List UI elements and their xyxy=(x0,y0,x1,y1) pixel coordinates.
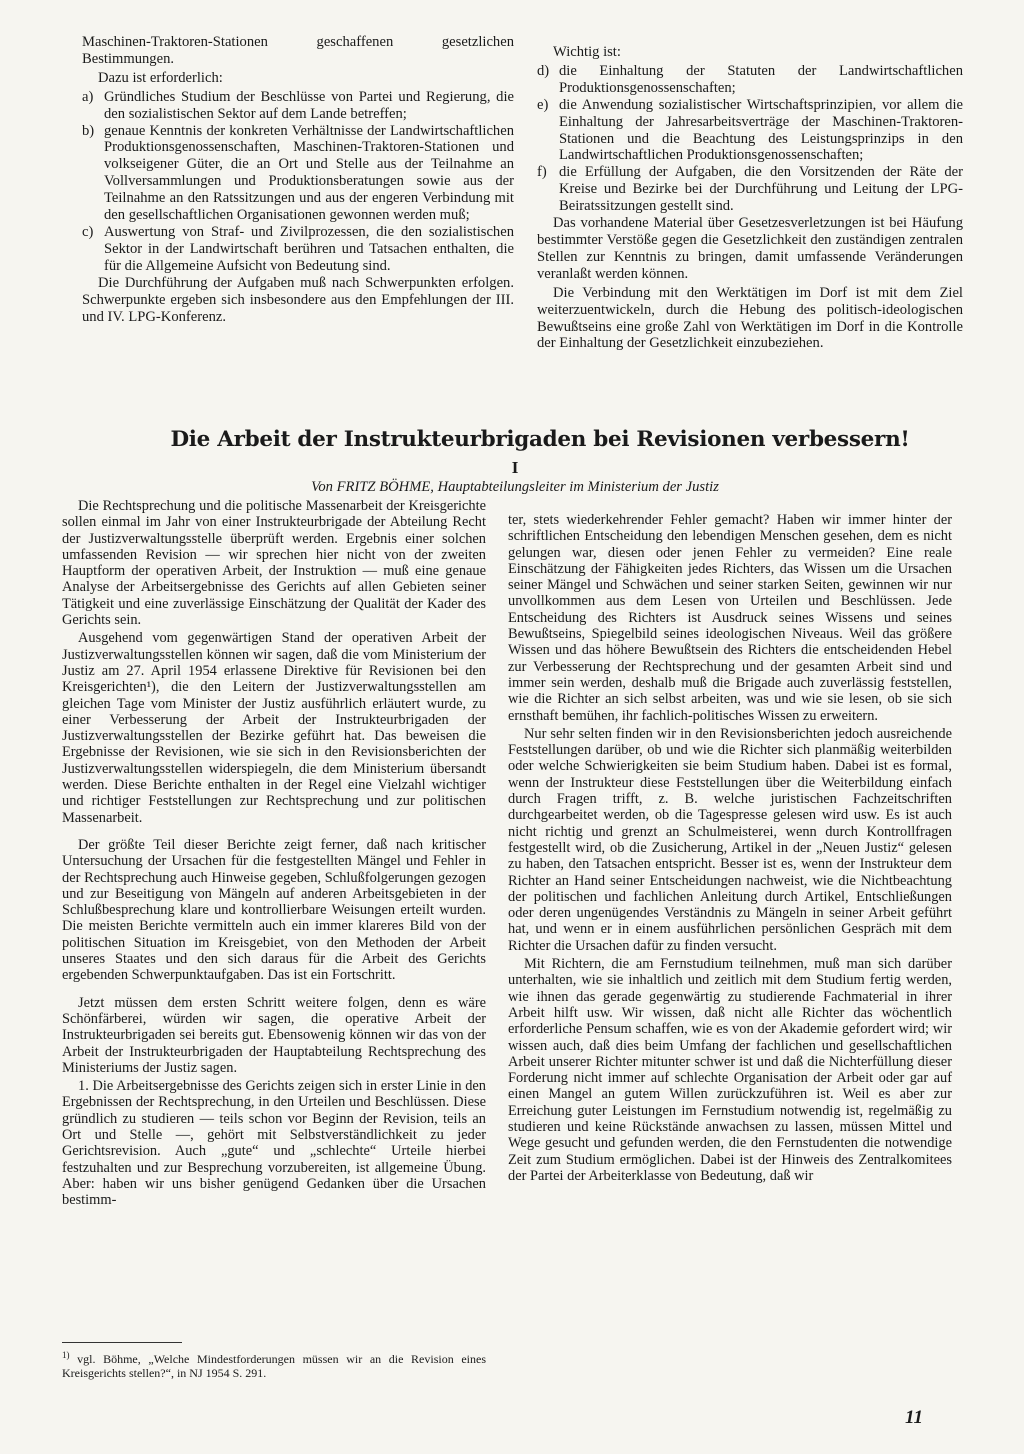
paragraph: ter, stets wiederkehrender Fehler gemacht? Haben wir immer hinter der schriftlichen Entscheidung den lebendigen Menschen gesehen, dem es nicht gelungen war, diesen oder jenen Fehler zu vermeiden? Eine reale Einschätzung der Fähigkeiten jedes Richters, das Wissen um die Ursachen seiner Mängel und Schwächen und seiner starken Seiten, gewinnen wir nur unvollkommen aus dem Lesen von Urteilen und Beschlüssen. Jede Entscheidung des Richters ist Ausdruck seines Wissens und seines Bewußtseins, Spiegelbild seines ideologischen Niveaus. Weil das größere Wissen und das höhere Bewußtsein des Richters die entscheidenden Hebel zur Verbesserung der Rechtsprechung und der gesamten Arbeit sind und immer sein werden, deshalb muß die Brigade auch zuverlässig feststellen, wie die Richter an sich selbst arbeiten, was und wie sie lesen, ob sie sich ernsthaft bemühen, ihr fachlich-politisches Wissen zu erweitern. xyxy=(508,512,952,724)
footnote-divider xyxy=(62,1342,182,1343)
top-right-lead: Wichtig ist: xyxy=(553,44,621,60)
top-left-intro: Maschinen-Traktoren-Stationen geschaffenen gesetzlichen Bestimmungen. xyxy=(82,34,514,67)
paragraph: Jetzt müssen dem ersten Schritt weitere folgen, denn es wäre Schönfärberei, würden wir sagen, die operative Arbeit der Instrukteurbrigaden sei bereits gut. Ebensowenig können wir das von der Arbeit der Instrukteurbrigaden der Hauptabteilung Rechtsprechung des Ministeriums der Justiz sagen. xyxy=(62,994,486,1076)
paragraph: 1. Die Arbeitsergebnisse des Gerichts zeigen sich in erster Linie in den Ergebnissen der Rechtsprechung, in den Urteilen und Beschlüssen. Diese gründlich zu studieren — teils schon vor Beginn der Revision, teils an Ort und Stelle —, gehört mit Selbstverständlichkeit zu jeder Gerichtsrevision. Auch „gute“ und „schlechte“ Urteile hierbei festzuhalten und zur Besprechung vorzubereiten, ist allgemeine Übung. Aber: haben wir uns bisher genügend Gedanken über die Ursachen bestimm- xyxy=(62,1078,486,1209)
paragraph: Nur sehr selten finden wir in den Revisionsberichten jedoch ausreichende Feststellungen darüber, ob und wie die Richter sich planmäßig weiterbilden oder welche Schwierigkeiten sie beim Studium haben. Dabei ist es formal, wenn der Instrukteur diese Feststellungen über die Weiterbildung einfach durch Fragen trifft, z. B. welche juristischen Fachzeitschriften durchgearbeitet werden, ob die Tagespresse gelesen wird usw. Es ist auch nicht richtig und grenzt an Schulmeisterei, wenn durch Kontrollfragen festgestellt wird, ob die Zusicherung, Artikel in der „Neuen Justiz“ gelesen zu haben, den Tatsachen entspricht. Besser ist es, wenn der Instrukteur dem Richter an Hand seiner Entscheidungen nachweist, wie die Nichtbeachtung der politischen und fachlichen Anleitung durch Artikel, Entschließungen oder deren ungenügendes Verständnis zu Mängeln in seiner Arbeit geführt hat, und wenn er in einem ausführlichen persönlichen Gespräch mit dem Richter die Ursachen dafür zu finden versucht. xyxy=(508,725,952,954)
paragraph: Der größte Teil dieser Berichte zeigt ferner, daß nach kritischer Untersuchung der Ursachen für die festgestellten Mängel und Fehler in der Rechtsprechung auch Hinweise gegeben, Schlußfolgerungen gezogen und zur Beseitigung von Mängeln auf anderen Arbeitsgebieten in der Schlußbesprechung klare und kontrollierbare Weisungen erteilt wurden. Die meisten Berichte vermitteln auch ein immer klareres Bild von der politischen Situation im Kreisgebiet, von den Methoden der Arbeit unseres Staates und den sich daraus für die Arbeit des Gerichts ergebenden Schwerpunktaufgaben. Das ist ein Fortschritt. xyxy=(62,836,486,984)
top-left-lead: Dazu ist erforderlich: xyxy=(98,69,223,86)
top-left-column xyxy=(82,34,514,327)
list-item: d) die Einhaltung der Statuten der Landwirtschaftlichen Produktionsgenossenschaften; xyxy=(537,62,963,96)
footnote-text: vgl. Böhme, „Welche Mindestforderungen müssen wir an die Revision eines Kreisgerichts stellen?“, in NJ 1954 S. 291. xyxy=(62,1352,486,1380)
footnote xyxy=(62,1348,486,1380)
top-left-closing: Die Durchführung der Aufgaben muß nach Schwerpunkten erfolgen. Schwerpunkte ergeben sich insbesondere aus den Empfehlungen der III. und IV. LPG-Konferenz. xyxy=(82,274,514,325)
section-numeral: I xyxy=(511,458,519,477)
list-item: b) genaue Kenntnis der konkreten Verhältnisse der Landwirtschaftlichen Produktionsgenossenschaften, Maschinen-Traktoren-Stationen und volkseigener Güter, die an Ort und Stelle aus der Teilnahme an Vollversammlungen und Produktionsberatungen sowie aus der Teilnahme an den Ratssitzungen und aus der engeren Verbindung mit den gesellschaftlichen Organisationen gewonnen werden muß; xyxy=(82,122,514,224)
article-headline: Die Arbeit der Instrukteurbrigaden bei Revisionen verbessern! xyxy=(170,427,910,452)
article-byline: Von FRITZ BÖHME, Hauptabteilungsleiter im Ministerium der Justiz xyxy=(311,479,719,495)
paragraph: Ausgehend vom gegenwärtigen Stand der operativen Arbeit der Justizverwaltungsstellen können wir sagen, daß die vom Ministerium der Justiz am 27. April 1954 erlassene Direktive für Revisionen bei den Kreisgerichten¹), die den Leitern der Justizverwaltungsstellen am gleichen Tage vom Minister der Justiz ausführlich erläutert wurde, zu einer Verbesserung der Arbeit der Instrukteurbrigaden der Justizverwaltungsstellen der Bezirke geführt hat. Das beweisen die Ergebnisse der Revisionen, wie sie sich in den Revisionsberichten der Justizverwaltungsstellen widerspiegeln, die dem Ministerium übersandt werden. Diese Berichte enthalten in der Regel eine Vielzahl wichtiger und richtiger Feststellungen zur Rechtsprechung und zur politischen Massenarbeit. xyxy=(62,630,486,826)
list-item: f) die Erfüllung der Aufgaben, die den Vorsitzenden der Räte der Kreise und Bezirke bei der Durchführung und Leitung der LPG-Beiratssitzungen gestellt sind. xyxy=(537,164,963,215)
paragraph: Die Rechtsprechung und die politische Massenarbeit der Kreisgerichte sollen einmal im Jahr von einer Instrukteurbrigade der Abteilung Recht der Justizverwaltungsstelle überprüft werden. Ergebnis einer solchen umfassenden Revision — wir sprechen hier nicht von der zweiten Hauptform der operativen Arbeit, der Instruktion — muß eine genaue Analyse der Arbeitsergebnisse des Gerichts auf allen Gebieten seiner Tätigkeit und eine zuverlässige Einschätzung der Qualität der Kader des Gerichts sein. xyxy=(62,498,486,629)
paragraph: Mit Richtern, die am Fernstudium teilnehmen, muß man sich darüber unterhalten, wie sie inhaltlich und zeitlich mit dem Studium fertig werden, wie ihnen das gerade gegenwärtig zu studierende Fachmaterial in ihrer Arbeit hilft usw. Wir wissen, daß nicht alle Richter das wöchentlich erforderliche Pensum schaffen, wie es von der Akademie gefordert wird; wir wissen auch, daß dies beim Umfang der fachlichen und gesellschaftlichen Arbeit unserer Richter mitunter schwer ist und daß die Nichterfüllung dieser Forderung nicht immer auf schlechte Organisation der Arbeit oder gar auf einen Mangel an gutem Willen zurückzuführen ist. Weil es aber zur Erreichung guter Leistungen im Fernstudium notwendig ist, regelmäßig zu studieren und keine Rückstände anwachsen zu lassen, müssen Mittel und Wege gesucht und gefunden werden, die den Fernstudenten die notwendige Zeit zum Studium ermöglichen. Dabei ist der Hinweis des Zentralkomitees der Partei der Arbeiterklasse von Bedeutung, daß wir xyxy=(508,956,952,1184)
page-number: 11 xyxy=(905,1407,923,1428)
top-right-column xyxy=(537,44,963,354)
list-item: c) Auswertung von Straf- und Zivilprozessen, die den sozialistischen Sektor in der Landwirtschaft berühren und Tatsachen enthalten, die für die Allgemeine Aufsicht von Bedeutung sind. xyxy=(82,223,514,274)
article-right-column xyxy=(508,512,952,1186)
footnote-marker: 1) xyxy=(62,1350,70,1360)
list-item: a) Gründliches Studium der Beschlüsse von Partei und Regierung, die den sozialistischen Sektor auf dem Lande betreffen; xyxy=(82,88,514,122)
article-left-column xyxy=(62,498,486,1210)
paragraph: Die Verbindung mit den Werktätigen im Dorf ist mit dem Ziel weiterzuentwickeln, durch die Hebung des politisch-ideologischen Bewußtseins eine große Zahl von Werktätigen im Dorf in die Kontrolle der Einhaltung der Gesetzlichkeit einzubeziehen. xyxy=(537,284,963,352)
list-item: e) die Anwendung sozialistischer Wirtschaftsprinzipien, vor allem die Einhaltung der Jahresarbeitsverträge der Maschinen-Traktoren-Stationen und die Beachtung des Leistungsprinzips in den Landwirtschaftlichen Produktionsgenossenschaften; xyxy=(537,96,963,164)
paragraph: Das vorhandene Material über Gesetzesverletzungen ist bei Häufung bestimmter Verstöße gegen die Gesetzlichkeit den zuständigen zentralen Stellen zur Kenntnis zu bringen, damit umfassende Veränderungen veranlaßt werden können. xyxy=(537,215,963,282)
